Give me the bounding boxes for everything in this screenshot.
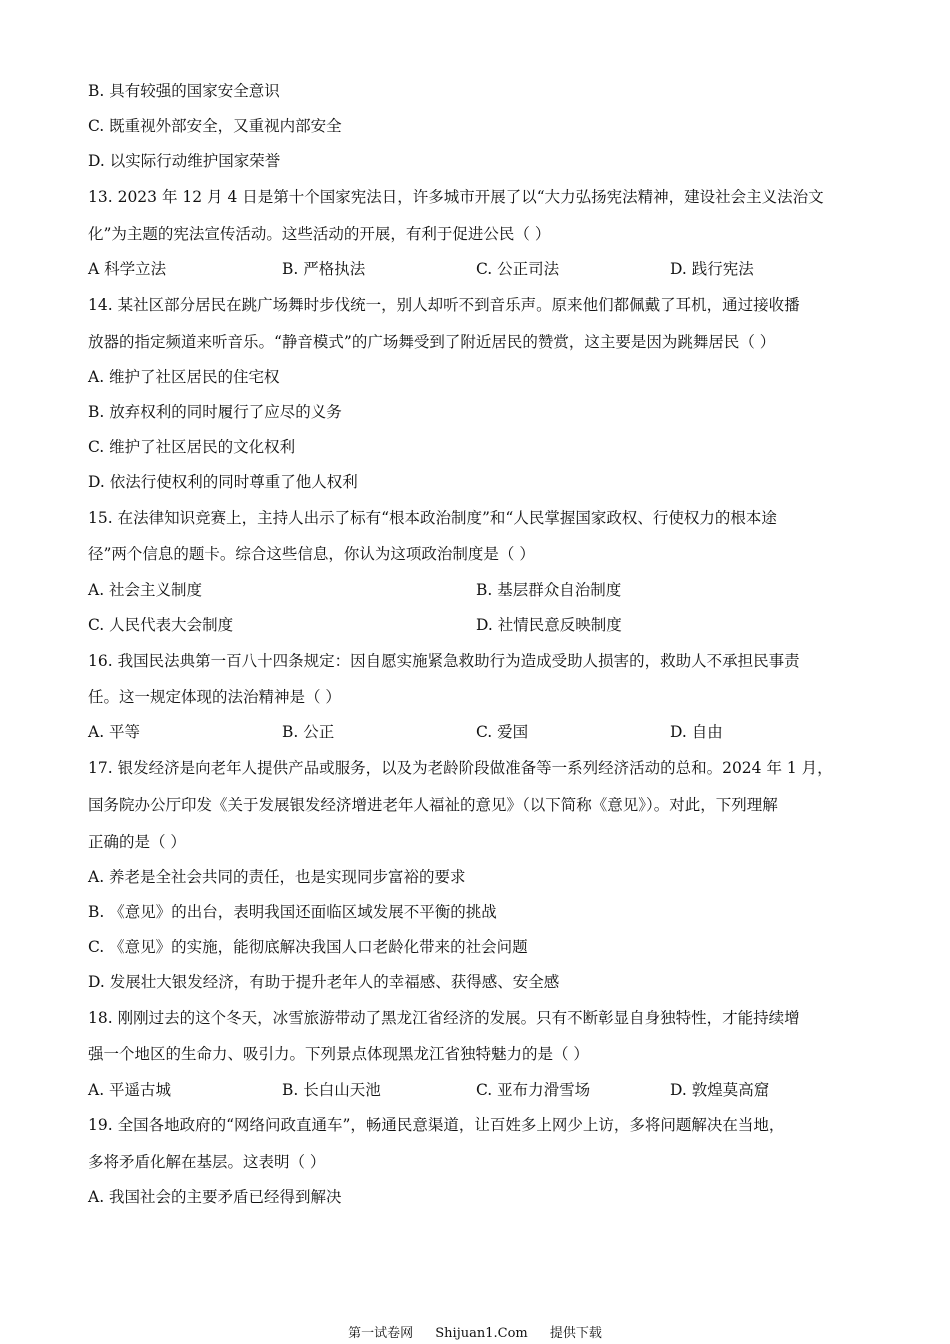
q18-stem-line1: 18. 刚刚过去的这个冬天，冰雪旅游带动了黑龙江省经济的发展。只有不断彰显自身独特性，才能持续增 bbox=[88, 1009, 800, 1027]
q18-option-c: C. 亚布力滑雪场 bbox=[476, 1081, 591, 1099]
q12-option-d: D. 以实际行动维护国家荣誉 bbox=[88, 152, 281, 170]
q17-option-a: A. 养老是全社会共同的责任，也是实现同步富裕的要求 bbox=[88, 868, 466, 886]
page-footer bbox=[0, 1322, 950, 1341]
q12-option-c: C. 既重视外部安全，又重视内部安全 bbox=[88, 117, 342, 135]
q16-stem-line1: 16. 我国民法典第一百八十四条规定：因自愿实施紧急救助行为造成受助人损害的，救助人不承担民事责 bbox=[88, 652, 800, 670]
q14-option-c: C. 维护了社区居民的文化权利 bbox=[88, 438, 296, 456]
q17-stem-line3: 正确的是（ ） bbox=[88, 833, 186, 851]
q14-option-a: A. 维护了社区居民的住宅权 bbox=[88, 368, 280, 386]
q16-option-a: A. 平等 bbox=[88, 723, 141, 741]
q13-option-c: C. 公正司法 bbox=[476, 260, 560, 278]
q13-option-d: D. 践行宪法 bbox=[670, 260, 754, 278]
footer-site-url: Shijuan1.Com bbox=[435, 1326, 528, 1341]
q16-option-d: D. 自由 bbox=[670, 723, 723, 741]
q15-stem-line2: 径”两个信息的题卡。综合这些信息，你认为这项政治制度是（ ） bbox=[88, 545, 535, 563]
q18-option-d: D. 敦煌莫高窟 bbox=[670, 1081, 770, 1099]
q18-option-a: A. 平遥古城 bbox=[88, 1081, 172, 1099]
q15-option-b: B. 基层群众自治制度 bbox=[476, 581, 622, 599]
q18-stem-line2: 强一个地区的生命力、吸引力。下列景点体现黑龙江省独特魅力的是（ ） bbox=[88, 1045, 589, 1063]
q12-option-b: B. 具有较强的国家安全意识 bbox=[88, 82, 280, 100]
q15-option-d: D. 社情民意反映制度 bbox=[476, 616, 622, 634]
q19-stem-line2: 多将矛盾化解在基层。这表明（ ） bbox=[88, 1153, 326, 1171]
q15-option-c: C. 人民代表大会制度 bbox=[88, 616, 234, 634]
q15-stem-line1: 15. 在法律知识竞赛上，主持人出示了标有“根本政治制度”和“人民掌握国家政权、行使权力的根本途 bbox=[88, 509, 777, 527]
q14-option-b: B. 放弃权利的同时履行了应尽的义务 bbox=[88, 403, 342, 421]
q13-option-a: A 科学立法 bbox=[88, 260, 167, 278]
q19-stem-line1: 19. 全国各地政府的“网络问政直通车”，畅通民意渠道，让百姓多上网少上访，多将问题解决在当地， bbox=[88, 1116, 785, 1134]
q17-option-d: D. 发展壮大银发经济，有助于提升老年人的幸福感、获得感、安全感 bbox=[88, 973, 560, 991]
q17-stem-line1: 17. 银发经济是向老年人提供产品或服务，以及为老龄阶段做准备等一系列经济活动的总和。2024 年 1 月， bbox=[88, 759, 833, 777]
q17-option-b: B. 《意见》的出台，表明我国还面临区域发展不平衡的挑战 bbox=[88, 903, 497, 921]
q14-stem-line1: 14. 某社区部分居民在跳广场舞时步伐统一，别人却听不到音乐声。原来他们都佩戴了耳机，通过接收播 bbox=[88, 296, 800, 314]
q13-stem-line1: 13. 2023 年 12 月 4 日是第十个国家宪法日，许多城市开展了以“大力弘扬宪法精神，建设社会主义法治文 bbox=[88, 188, 824, 206]
q15-option-a: A. 社会主义制度 bbox=[88, 581, 203, 599]
footer-download-text: 提供下载 bbox=[549, 1326, 602, 1341]
q16-stem-line2: 任。这一规定体现的法治精神是（ ） bbox=[88, 688, 341, 706]
q16-option-b: B. 公正 bbox=[282, 723, 335, 741]
q17-option-c: C. 《意见》的实施，能彻底解决我国人口老龄化带来的社会问题 bbox=[88, 938, 528, 956]
q17-stem-line2: 国务院办公厅印发《关于发展银发经济增进老年人福祉的意见》（以下简称《意见》）。对此，下列理解 bbox=[88, 796, 778, 814]
q14-option-d: D. 依法行使权利的同时尊重了他人权利 bbox=[88, 473, 358, 491]
footer-site-name: 第一试卷网 bbox=[348, 1326, 414, 1341]
q18-option-b: B. 长白山天池 bbox=[282, 1081, 381, 1099]
q13-option-b: B. 严格执法 bbox=[282, 260, 366, 278]
q13-stem-line2: 化”为主题的宪法宣传活动。这些活动的开展，有利于促进公民（ ） bbox=[88, 225, 551, 243]
q19-option-a: A. 我国社会的主要矛盾已经得到解决 bbox=[88, 1188, 342, 1206]
q16-option-c: C. 爱国 bbox=[476, 723, 529, 741]
q14-stem-line2: 放器的指定频道来听音乐。“静音模式”的广场舞受到了附近居民的赞赏，这主要是因为跳舞居民（ ） bbox=[88, 333, 776, 351]
